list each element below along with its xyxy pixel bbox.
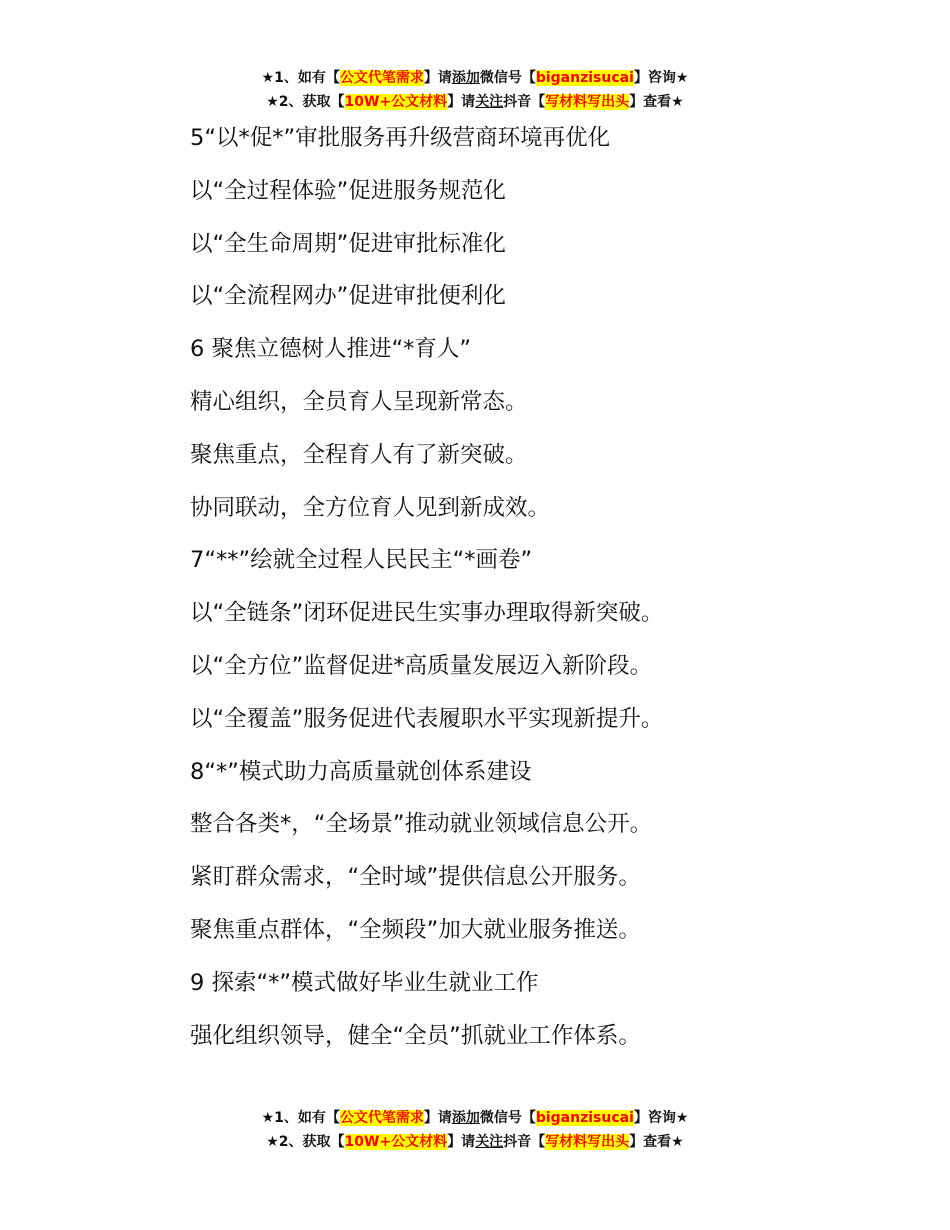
banner-text: 】请 <box>447 94 476 110</box>
paragraph: 紧盯群众需求，“全时域”提供信息公开服务。 <box>190 864 641 891</box>
paragraph: 以“全流程网办”促进审批便利化 <box>190 283 506 310</box>
paragraph: 聚焦重点，全程育人有了新突破。 <box>190 441 528 468</box>
banner-text: ★2、获取【 <box>266 94 345 110</box>
banner-text: 】咨询★ <box>633 1110 689 1126</box>
banner-text: 】查看★ <box>629 1134 684 1150</box>
heading-8: 8“*”模式助力高质量就创体系建设 <box>190 758 532 785</box>
banner-text: ★1、如有【 <box>261 70 340 86</box>
paragraph: 协同联动，全方位育人见到新成效。 <box>190 494 551 521</box>
banner-text: 抖音【 <box>503 94 546 110</box>
footer-banner <box>0 1106 950 1154</box>
heading-6: 6 聚焦立德树人推进“*育人” <box>190 336 472 363</box>
banner-highlight: 写材料写出头 <box>545 94 630 110</box>
banner-emphasis: 添加 <box>451 70 480 86</box>
banner-emphasis: 添加 <box>451 1110 480 1126</box>
banner-highlight: biganzisucai <box>535 70 634 86</box>
banner-highlight: 公文代笔需求 <box>339 70 424 86</box>
paragraph: 以“全过程体验”促进服务规范化 <box>190 177 506 204</box>
banner-text: 】请 <box>423 1110 452 1126</box>
banner-text: 】请 <box>423 70 452 86</box>
banner-text: 微信号【 <box>479 70 536 86</box>
banner-text: 】请 <box>447 1134 476 1150</box>
paragraph: 以“全覆盖”服务促进代表履职水平实现新提升。 <box>190 705 664 732</box>
banner-highlight: 写材料写出头 <box>545 1134 630 1150</box>
paragraph: 聚焦重点群体，“全频段”加大就业服务推送。 <box>190 916 641 943</box>
paragraph: 以“全链条”闭环促进民生实事办理取得新突破。 <box>190 600 664 627</box>
heading-5: 5“以*促*”审批服务再升级营商环境再优化 <box>190 125 611 151</box>
document-body <box>190 112 890 1062</box>
paragraph: 强化组织领导，健全“全员”抓就业工作体系。 <box>190 1022 641 1049</box>
paragraph: 以“全生命周期”促进审批标准化 <box>190 230 506 257</box>
banner-emphasis: 关注 <box>475 94 504 110</box>
banner-text: ★2、获取【 <box>266 1134 345 1150</box>
paragraph: 以“全方位”监督促进*高质量发展迈入新阶段。 <box>190 652 653 679</box>
banner-text: 】咨询★ <box>633 70 689 86</box>
heading-9: 9 探索“*”模式做好毕业生就业工作 <box>190 969 539 996</box>
paragraph: 整合各类*，“全场景”推动就业领域信息公开。 <box>190 811 653 838</box>
banner-line-1 <box>0 1106 950 1130</box>
banner-highlight: biganzisucai <box>535 1110 634 1126</box>
banner-highlight: 10W+公文材料 <box>344 94 448 110</box>
banner-line-2 <box>0 90 950 114</box>
header-banner <box>0 66 950 114</box>
banner-highlight: 公文代笔需求 <box>339 1110 424 1126</box>
banner-emphasis: 关注 <box>475 1134 504 1150</box>
banner-highlight: 10W+公文材料 <box>344 1134 448 1150</box>
banner-line-2 <box>0 1130 950 1154</box>
banner-text: 微信号【 <box>479 1110 536 1126</box>
banner-text: ★1、如有【 <box>261 1110 340 1126</box>
paragraph: 精心组织，全员育人呈现新常态。 <box>190 388 528 415</box>
banner-text: 抖音【 <box>503 1134 546 1150</box>
banner-text: 】查看★ <box>629 94 684 110</box>
heading-7: 7“**”绘就全过程人民民主“*画卷” <box>190 547 533 574</box>
banner-line-1 <box>0 66 950 90</box>
